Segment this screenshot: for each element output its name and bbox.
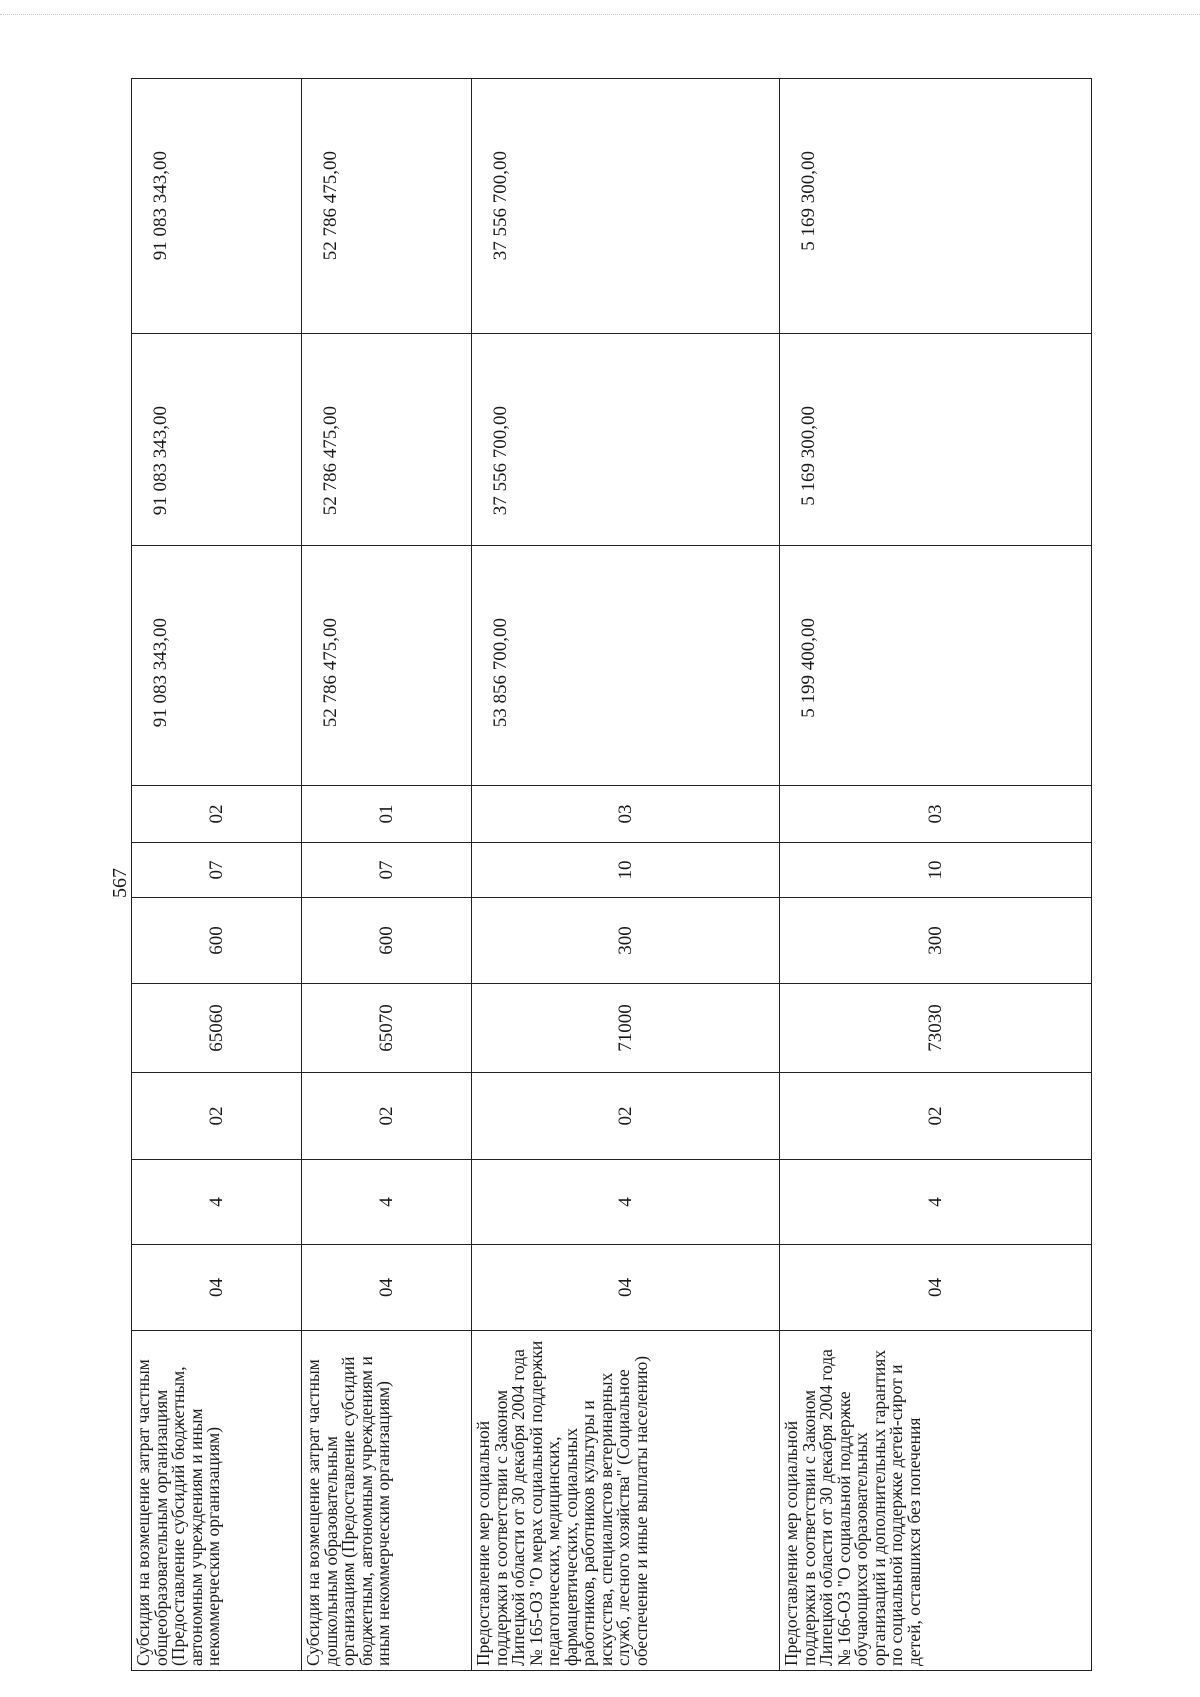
row-description: Предоставление мер социальной поддержки в соответствии с Законом Липецкой области от 30 декабря 2004 года № 165-ОЗ "О мерах социальной поддержки педагогических, медицинских, фармацевтических, социальных работников, работников культуры и искусства, специалистов ветеринарных служб, лесного хозяйства" (Социальное обеспечение и иные выплаты населению) <box>472 1331 780 1671</box>
code-cell: 4 <box>780 1160 1092 1245</box>
code-cell: 4 <box>302 1160 472 1245</box>
code-cell: 10 <box>780 843 1092 898</box>
amount-cell: 53 856 700,00 <box>472 546 780 786</box>
table-row <box>132 79 302 1671</box>
amount-cell: 37 556 700,00 <box>472 334 780 546</box>
page-number: 567 <box>109 868 131 898</box>
code-cell: 02 <box>780 1073 1092 1160</box>
code-cell: 65070 <box>302 984 472 1073</box>
code-cell: 07 <box>132 843 302 898</box>
row-description: Субсидия на возмещение затрат частным общеобразовательным организациям (Предоставление субсидий бюджетным, автономным учреждениям и иным некоммерческим организациям) <box>132 1331 302 1671</box>
code-cell: 300 <box>780 898 1092 984</box>
amount-cell: 91 083 343,00 <box>132 334 302 546</box>
scan-edge-line <box>0 14 1200 15</box>
code-cell: 4 <box>132 1160 302 1245</box>
rotated-table-inner <box>131 79 1091 1671</box>
amount-cell: 52 786 475,00 <box>302 334 472 546</box>
code-cell: 02 <box>302 1073 472 1160</box>
code-cell: 04 <box>472 1245 780 1331</box>
table-row <box>472 79 780 1671</box>
table-row <box>780 79 1092 1671</box>
row-description: Субсидия на возмещение затрат частным дошкольным образовательным организациям (Предоставление субсидий бюджетным, автономным учреждениям и иным некоммерческим организациям) <box>302 1331 472 1671</box>
row-description: Предоставление мер социальной поддержки в соответствии с Законом Липецкой области от 30 декабря 2004 года № 166-ОЗ "О социальной поддержке обучающихся образовательных организаций и дополнительных гарантиях по социальной поддержке детей-сирот и детей, оставшихся без попечения <box>780 1331 1092 1671</box>
code-cell: 73030 <box>780 984 1092 1073</box>
amount-cell: 52 786 475,00 <box>302 546 472 786</box>
code-cell: 600 <box>302 898 472 984</box>
amount-cell: 91 083 343,00 <box>132 546 302 786</box>
code-cell: 300 <box>472 898 780 984</box>
code-cell: 02 <box>132 786 302 843</box>
code-cell: 04 <box>780 1245 1092 1331</box>
amount-cell: 5 169 300,00 <box>780 334 1092 546</box>
code-cell: 03 <box>472 786 780 843</box>
code-cell: 600 <box>132 898 302 984</box>
code-cell: 10 <box>472 843 780 898</box>
rotated-table-frame <box>131 79 1091 1671</box>
code-cell: 02 <box>132 1073 302 1160</box>
code-cell: 71000 <box>472 984 780 1073</box>
amount-cell: 5 169 300,00 <box>780 79 1092 334</box>
code-cell: 04 <box>302 1245 472 1331</box>
amount-cell: 91 083 343,00 <box>132 79 302 334</box>
code-cell: 02 <box>472 1073 780 1160</box>
amount-cell: 52 786 475,00 <box>302 79 472 334</box>
code-cell: 4 <box>472 1160 780 1245</box>
amount-cell: 37 556 700,00 <box>472 79 780 334</box>
code-cell: 03 <box>780 786 1092 843</box>
code-cell: 65060 <box>132 984 302 1073</box>
code-cell: 01 <box>302 786 472 843</box>
amount-cell: 5 199 400,00 <box>780 546 1092 786</box>
code-cell: 07 <box>302 843 472 898</box>
budget-table <box>131 78 1092 1671</box>
table-row <box>302 79 472 1671</box>
code-cell: 04 <box>132 1245 302 1331</box>
